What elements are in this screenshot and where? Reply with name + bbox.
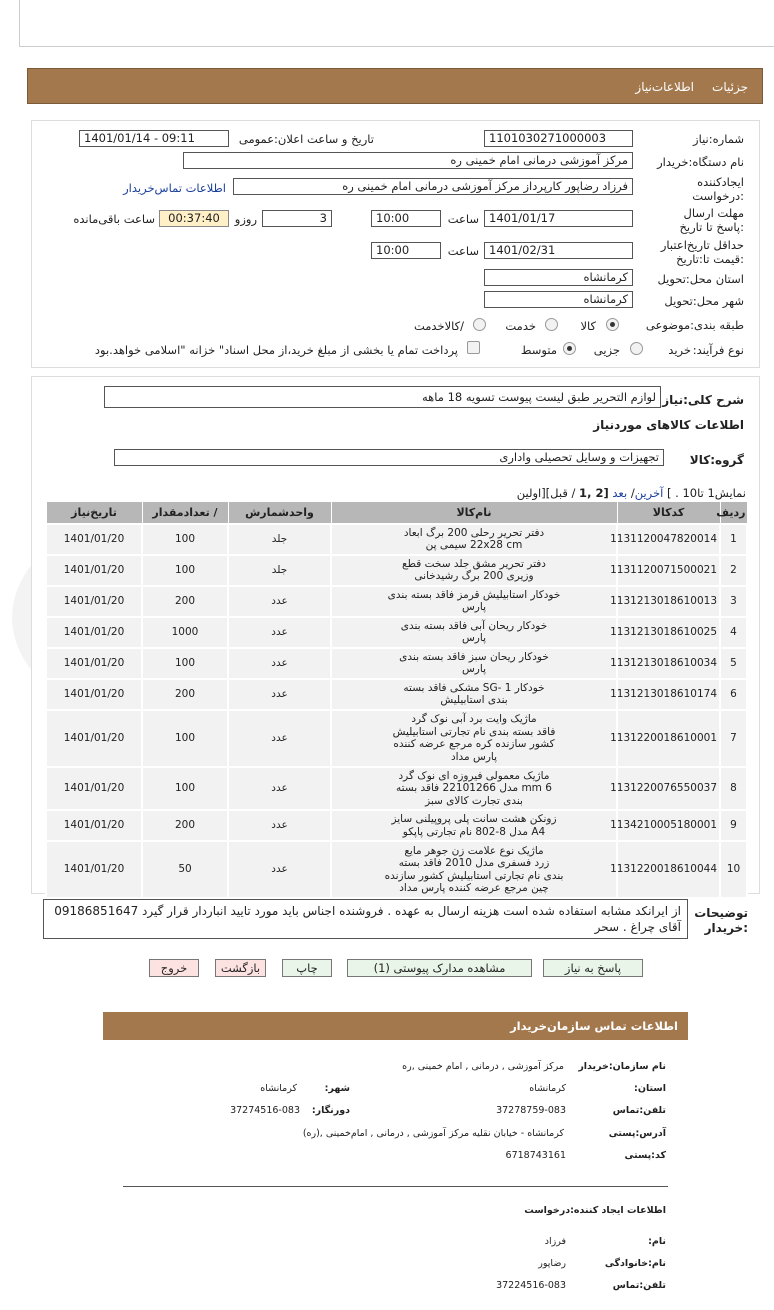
contact-city-value: کرمانشاه: [260, 1083, 297, 1094]
back-button[interactable]: بازگشت: [215, 959, 266, 977]
table-row: [46, 555, 747, 586]
deadline-label: مهلت ارسال :پاسخ تا تاریخ: [679, 206, 744, 234]
cell-date: 1401/01/20: [46, 710, 142, 767]
cell-quantity: 100: [142, 648, 228, 679]
page-border-top: [20, 46, 774, 47]
cell-date: 1401/01/20: [46, 810, 142, 841]
process-partial-radio[interactable]: [630, 342, 643, 355]
process-type-label: نوع فرآیند:: [692, 343, 744, 357]
cell-row-number: 8: [720, 767, 747, 811]
pager-to: تا10: [682, 486, 704, 500]
contact-province-label: استان:: [634, 1083, 666, 1094]
creator-family-value: رضاپور: [538, 1258, 566, 1269]
contact-org-label: نام سازمان:خریدار: [578, 1061, 666, 1072]
category-label: طبقه بندی:موضوعی: [645, 318, 744, 332]
cell-row-number: 10: [720, 841, 747, 898]
cell-quantity: 1000: [142, 617, 228, 648]
pager-slash-2: /: [571, 486, 576, 500]
buyer-notes-label: توضیحات :خریدار: [694, 906, 748, 935]
cell-row-number: 7: [720, 710, 747, 767]
cell-unit: عدد: [228, 679, 331, 710]
need-number-field: 1101030271000003: [484, 130, 633, 147]
cell-code: 1131220018610001: [617, 710, 720, 767]
contact-org-value: مرکز آموزشی , درمانی , امام خمینی ,ره: [402, 1061, 564, 1072]
cell-unit: عدد: [228, 810, 331, 841]
pager-slash: /: [630, 486, 635, 500]
cell-code: 1131213018610013: [617, 586, 720, 617]
need-number-label: شماره:نیاز: [693, 132, 744, 146]
view-attachments-button[interactable]: مشاهده مدارک پیوستی (1): [347, 959, 532, 977]
cell-name: دفتر تحریر رحلی 200 برگ ابعاد 22x28 cm سیمی پن: [331, 524, 617, 555]
table-row: [46, 710, 747, 767]
description-field: لوازم التحریر طبق لیست پیوست تسویه 18 ماهه: [104, 386, 661, 408]
pager-next-link[interactable]: بعد: [612, 486, 628, 500]
contact-fax-value: 37274516-083: [230, 1105, 300, 1116]
validity-label: حداقل تاریخ‌اعتبار :قیمت تا:تاریخ: [660, 238, 744, 266]
buyer-contact-title-bar: [103, 1012, 688, 1040]
cell-row-number: 4: [720, 617, 747, 648]
cell-unit: عدد: [228, 710, 331, 767]
creator-phone-value: 37224516-083: [496, 1280, 566, 1291]
cell-unit: عدد: [228, 767, 331, 811]
category-goods-service-label: /کالاخدمت: [413, 319, 464, 333]
tab-details[interactable]: جزئیات: [712, 80, 748, 94]
cell-unit: عدد: [228, 841, 331, 898]
table-row: [46, 810, 747, 841]
header-tab-bar: [27, 68, 763, 104]
table-row: [46, 586, 747, 617]
creator-family-label: نام:خانوادگی: [604, 1258, 666, 1269]
print-button[interactable]: چاپ: [282, 959, 332, 977]
creator-name-value: فرزاد: [544, 1236, 566, 1247]
province-label: استان محل:تحویل: [657, 272, 744, 286]
col-header-date: تاریخ‌نیاز: [46, 502, 142, 524]
cell-date: 1401/01/20: [46, 679, 142, 710]
col-header-row-number: ردیف: [720, 502, 747, 524]
table-row: [46, 648, 747, 679]
exit-button[interactable]: خروج: [149, 959, 199, 977]
cell-row-number: 5: [720, 648, 747, 679]
creator-info-title: اطلاعات ایجاد کننده:درخواست: [524, 1205, 666, 1216]
table-row: [46, 841, 747, 898]
process-buy-label: خرید: [668, 343, 691, 357]
description-label: شرح کلی:نیاز: [662, 393, 744, 407]
cell-row-number: 3: [720, 586, 747, 617]
cell-code: 1131220076550037: [617, 767, 720, 811]
cell-row-number: 1: [720, 524, 747, 555]
cell-unit: جلد: [228, 524, 331, 555]
goods-group-field: تجهیزات و وسایل تحصیلی واداری: [114, 449, 664, 466]
days-label: روزو: [234, 212, 257, 226]
contact-fax-label: دورنگار:: [311, 1105, 350, 1116]
cell-quantity: 100: [142, 524, 228, 555]
table-row: [46, 679, 747, 710]
cell-code: 1131120047820014: [617, 524, 720, 555]
buyer-contact-link[interactable]: اطلاعات تماس‌خریدار: [123, 181, 226, 195]
cell-name: خودکار ریحان سبز فاقد بسته بندی پارس: [331, 648, 617, 679]
contact-province-value: کرمانشاه: [529, 1083, 566, 1094]
treasury-payment-checkbox[interactable]: [467, 341, 480, 354]
cell-code: 1131120071500021: [617, 555, 720, 586]
page-border-left: [19, 0, 20, 47]
col-header-code: کدکالا: [617, 502, 720, 524]
contact-divider: [123, 1186, 668, 1187]
cell-row-number: 9: [720, 810, 747, 841]
cell-name: خودکار SG- 1 مشکی فاقد بسته بندی استابیلیش: [331, 679, 617, 710]
pager-show: نمایش1: [707, 486, 746, 500]
process-medium-label: متوسط: [520, 343, 557, 357]
cell-name: زونکن هشت سانت پلی پروپیلنی سایز A4 مدل 8-802 نام تجارتی پاپکو: [331, 810, 617, 841]
city-label: شهر محل:تحویل: [664, 294, 744, 308]
goods-group-label: گروه:کالا: [689, 453, 744, 467]
days-field: 3: [262, 210, 332, 227]
cell-unit: عدد: [228, 586, 331, 617]
deadline-time-field: 10:00: [371, 210, 441, 227]
col-header-quantity: / تعدادمقدار: [142, 502, 228, 524]
province-field: کرمانشاه: [484, 269, 633, 286]
cell-quantity: 100: [142, 767, 228, 811]
cell-date: 1401/01/20: [46, 767, 142, 811]
remaining-label: ساعت باقی‌مانده: [73, 212, 155, 226]
creator-field: فرزاد رضاپور کارپرداز مرکز آموزشی درمانی امام خمینی ره: [233, 178, 633, 195]
cell-name: خودکار استابیلیش قرمز فاقد بسته بندی پارس: [331, 586, 617, 617]
reply-to-need-button[interactable]: پاسخ به نیاز: [543, 959, 643, 977]
cell-date: 1401/01/20: [46, 524, 142, 555]
category-goods-radio[interactable]: [606, 318, 619, 331]
announce-datetime-field: 1401/01/14 - 09:11: [79, 130, 229, 147]
cell-name: خودکار ریحان آبی فاقد بسته بندی پارس: [331, 617, 617, 648]
table-row: [46, 617, 747, 648]
buyer-notes-field: از ایرانکد مشابه استفاده شده است هزینه ارسال به عهده . فروشنده اجناس باید مورد تایید انباردار قرار گیرد 09186851647 آقای چراغ . سحر: [43, 899, 688, 939]
goods-info-title: اطلاعات کالاهای موردنیاز: [593, 418, 744, 432]
cell-quantity: 100: [142, 710, 228, 767]
buyer-org-label: نام دستگاه:خریدار: [657, 155, 744, 169]
creator-phone-label: تلفن:تماس: [612, 1280, 666, 1291]
table-row: [46, 767, 747, 811]
city-field: کرمانشاه: [484, 291, 633, 308]
cell-date: 1401/01/20: [46, 586, 142, 617]
process-medium-radio[interactable]: [563, 342, 576, 355]
cell-code: 1131213018610025: [617, 617, 720, 648]
cell-quantity: 100: [142, 555, 228, 586]
cell-code: 1131220018610044: [617, 841, 720, 898]
category-service-label: خدمت: [505, 319, 536, 333]
announce-label: تاریخ و ساعت اعلان:عمومی: [238, 132, 374, 146]
buyer-org-field: مرکز آموزشی درمانی امام خمینی ره: [183, 152, 633, 169]
contact-city-label: شهر:: [324, 1083, 350, 1094]
cell-unit: عدد: [228, 648, 331, 679]
pager: [517, 486, 746, 500]
cell-name: ماژیک معمولی فیروزه ای نوک گرد 6 mm مدل 22101266 فاقد بسته بندی تجارت کالای سبز: [331, 767, 617, 811]
goods-table: [45, 501, 748, 899]
cell-date: 1401/01/20: [46, 648, 142, 679]
cell-code: 1134210005180001: [617, 810, 720, 841]
pager-last-link[interactable]: آخرین: [634, 486, 664, 500]
table-row: [46, 524, 747, 555]
pager-prev-first: قبل][اولین: [516, 486, 568, 500]
remaining-time-field: 00:37:40: [159, 210, 229, 227]
deadline-date-field: 1401/01/17: [484, 210, 633, 227]
contact-phone-value: 37278759-083: [496, 1105, 566, 1116]
col-header-unit: واحدشمارش: [228, 502, 331, 524]
cell-quantity: 200: [142, 679, 228, 710]
tab-need-info[interactable]: اطلاعات‌نیاز: [635, 80, 694, 94]
cell-quantity: 200: [142, 810, 228, 841]
validity-time-label: ساعت: [447, 244, 479, 258]
cell-quantity: 50: [142, 841, 228, 898]
contact-phone-label: تلفن:تماس: [612, 1105, 666, 1116]
contact-postal-label: کد:پستی: [624, 1150, 666, 1161]
category-service-radio[interactable]: [545, 318, 558, 331]
pager-pages[interactable]: [2 ,1: [579, 486, 609, 500]
pager-bracket: . ]: [666, 486, 679, 500]
cell-name: دفتر تحریر مشق جلد سخت قطع وزیری 200 برگ رشیدخانی: [331, 555, 617, 586]
contact-address-value: کرمانشاه - خیابان نقلیه مرکز آموزشی , درمانی , امام‌خمینی ,(ره): [302, 1128, 564, 1139]
cell-date: 1401/01/20: [46, 555, 142, 586]
cell-date: 1401/01/20: [46, 617, 142, 648]
creator-name-label: نام:: [648, 1236, 666, 1247]
cell-code: 1131213018610174: [617, 679, 720, 710]
cell-code: 1131213018610034: [617, 648, 720, 679]
cell-unit: عدد: [228, 617, 331, 648]
cell-quantity: 200: [142, 586, 228, 617]
category-goods-service-radio[interactable]: [473, 318, 486, 331]
table-header-row: [46, 502, 747, 524]
contact-postal-value: 6718743161: [505, 1150, 566, 1161]
contact-address-label: آدرس:پستی: [608, 1128, 666, 1139]
category-goods-label: کالا: [580, 319, 596, 333]
cell-unit: جلد: [228, 555, 331, 586]
treasury-payment-note: پرداخت تمام یا بخشی از مبلغ خرید،از محل اسناد" خزانه "اسلامی خواهد.بود: [94, 343, 458, 357]
cell-date: 1401/01/20: [46, 841, 142, 898]
col-header-name: نام‌کالا: [331, 502, 617, 524]
validity-date-field: 1401/02/31: [484, 242, 633, 259]
cell-row-number: 6: [720, 679, 747, 710]
cell-row-number: 2: [720, 555, 747, 586]
creator-label: ایجادکننده :درخواست: [692, 175, 744, 203]
process-partial-label: جزیی: [593, 343, 620, 357]
validity-time-field: 10:00: [371, 242, 441, 259]
cell-name: ماژیک وایت برد آبی نوک گرد فاقد بسته بندی نام تجارتی استابیلیش کشور سازنده کره مرجع عرضه کننده پارس مداد: [331, 710, 617, 767]
buyer-contact-title: اطلاعات تماس سازمان‌خریدار: [510, 1019, 678, 1033]
deadline-time-label: ساعت: [447, 212, 479, 226]
cell-name: ماژیک نوع علامت زن جوهر مایع زرد فسفری مدل 2010 فاقد بسته بندی نام تجارتی استابیلیش کشور سازنده چین مرجع عرضه کننده پارس مداد: [331, 841, 617, 898]
